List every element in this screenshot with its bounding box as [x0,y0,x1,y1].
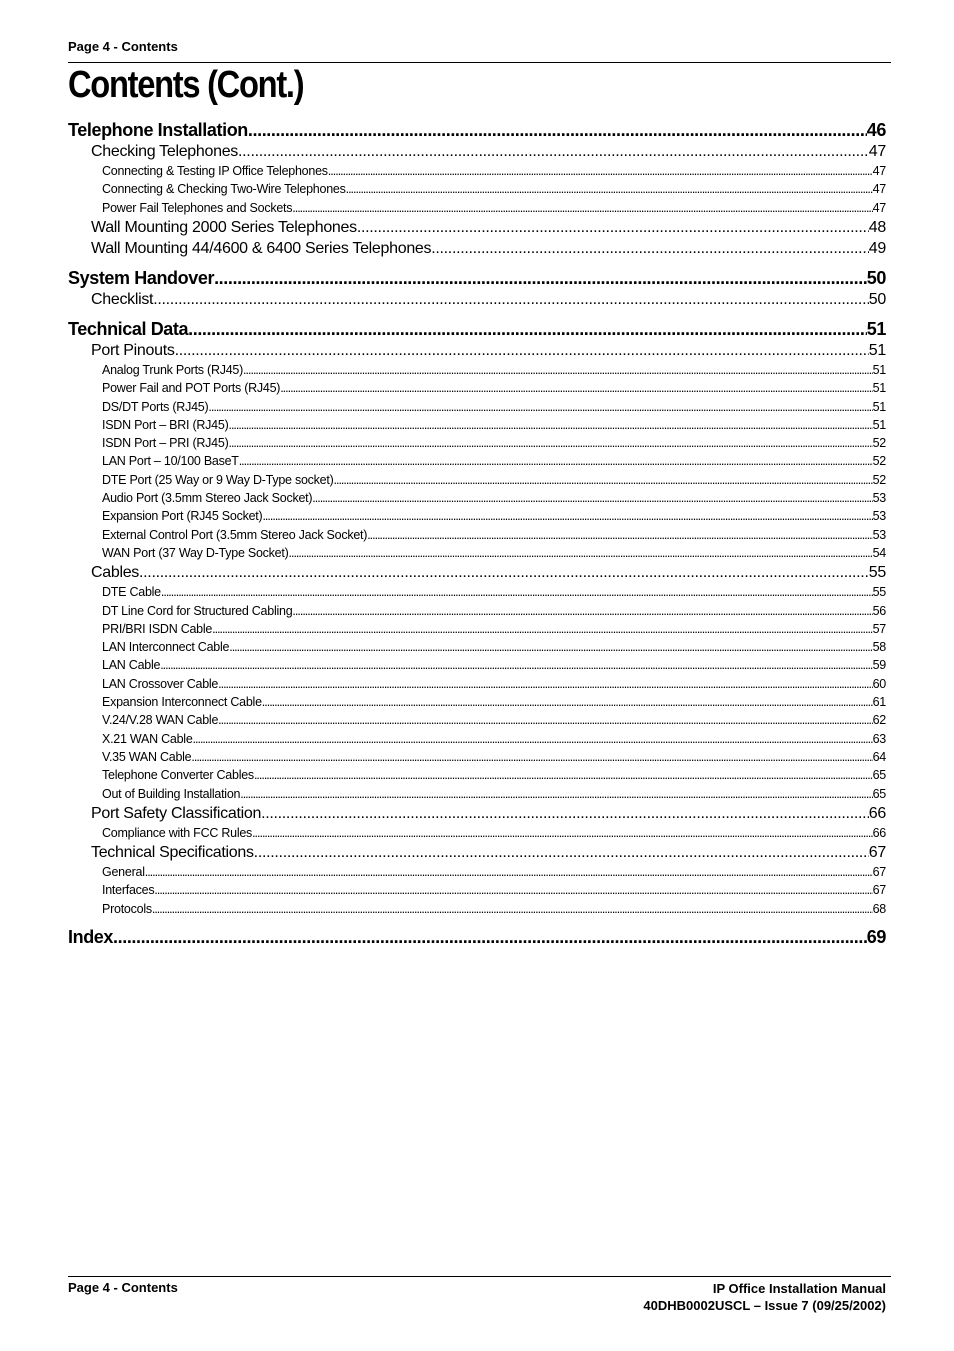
toc-entry-level-2[interactable] [68,342,886,360]
toc-dot-leader [334,473,873,487]
toc-entry-title: V.35 WAN Cable [102,749,192,764]
toc-page-number: 47 [872,164,886,178]
toc-page-number: 50 [866,267,886,288]
footer-document-info [643,1280,886,1314]
toc-entry-level-2[interactable] [68,219,886,237]
footer-document-number: 40DHB0002USCL – Issue 7 (09/25/2002) [643,1298,886,1313]
toc-entry-level-3[interactable] [68,164,886,178]
toc-page-number: 63 [872,731,886,746]
toc-dot-leader [212,622,872,636]
toc-dot-leader [240,787,872,801]
toc-page-number: 62 [872,713,886,728]
toc-entry-title: X.21 WAN Cable [102,731,193,746]
toc-entry-title: PRI/BRI ISDN Cable [102,621,213,636]
toc-dot-leader [280,381,872,395]
toc-page-number: 46 [866,120,886,140]
toc-entry-title: Compliance with FCC Rules [102,825,253,840]
toc-entry-title: Telephone Converter Cables [102,768,254,783]
toc-page-number: 52 [872,454,886,469]
toc-entry-level-3[interactable] [68,400,886,414]
toc-dot-leader [357,219,869,237]
toc-page-number: 58 [872,640,886,655]
toc-entry-level-2[interactable] [68,291,886,309]
toc-entry-title: DTE Port (25 Way or 9 Way D-Type socket) [102,472,334,487]
toc-entry-level-3[interactable] [68,473,886,487]
toc-dot-leader [152,902,873,916]
toc-entry-title: LAN Port – 10/100 BaseT [102,454,239,469]
toc-entry-title: Out of Building Installation [102,786,241,801]
toc-entry-level-1[interactable] [68,268,886,289]
toc-entry-title: Telephone Installation [68,120,248,140]
toc-entry-level-1[interactable] [68,927,886,948]
toc-entry-title: Technical Specifications [91,844,254,862]
toc-dot-leader [292,201,872,215]
toc-page-number: 47 [868,143,886,160]
toc-entry-level-1[interactable] [68,120,886,141]
toc-entry-level-3[interactable] [68,201,886,215]
toc-page-number: 50 [868,290,886,308]
toc-page-number: 54 [872,545,886,560]
toc-entry-title: DT Line Cord for Structured Cabling [102,603,293,618]
toc-entry-level-3[interactable] [68,528,886,542]
toc-entry-level-3[interactable] [68,768,886,782]
toc-entry-title: Interfaces [102,883,155,898]
toc-dot-leader [191,750,872,764]
toc-entry-level-3[interactable] [68,640,886,654]
toc-page-number: 51 [872,399,886,414]
toc-dot-leader [228,436,872,450]
toc-dot-leader [160,658,872,672]
toc-entry-title: Checking Telephones [91,143,239,160]
toc-page-number: 51 [872,362,886,377]
toc-page-number: 53 [872,527,886,542]
toc-entry-level-2[interactable] [68,240,886,258]
toc-entry-title: Index [68,927,114,947]
toc-page-number: 68 [872,901,886,916]
footer-page-label: Page 4 - Contents [68,1280,178,1295]
toc-entry-level-3[interactable] [68,509,886,523]
toc-entry-level-3[interactable] [68,454,886,468]
toc-entry-title: ISDN Port – BRI (RJ45) [102,417,229,432]
toc-entry-level-3[interactable] [68,585,886,599]
toc-dot-leader [262,509,872,523]
toc-dot-leader [243,363,873,377]
toc-entry-level-3[interactable] [68,622,886,636]
toc-entry-title: DS/DT Ports (RJ45) [102,399,209,414]
toc-entry-level-3[interactable] [68,182,886,196]
page-title: Contents (Cont.) [68,64,304,106]
toc-dot-leader [252,826,873,840]
toc-page-number: 65 [872,768,886,783]
toc-entry-title: External Control Port (3.5mm Stereo Jack Socket) [102,527,368,542]
toc-entry-level-3[interactable] [68,658,886,672]
toc-page-number: 57 [872,621,886,636]
toc-entry-title: LAN Interconnect Cable [102,640,230,655]
toc-page-number: 51 [866,318,886,339]
toc-dot-leader [193,732,873,746]
toc-page-number: 56 [872,603,886,618]
toc-entry-title: ISDN Port – PRI (RJ45) [102,436,229,451]
toc-page-number: 67 [872,883,886,898]
toc-entry-level-3[interactable] [68,732,886,746]
toc-dot-leader [153,291,869,309]
toc-entry-title: LAN Crossover Cable [102,676,219,691]
toc-entry-level-3[interactable] [68,902,886,916]
toc-entry-level-3[interactable] [68,750,886,764]
toc-page-number: 48 [868,218,886,236]
toc-entry-title: V.24/V.28 WAN Cable [102,713,219,728]
toc-dot-leader [328,164,873,178]
toc-page-number: 53 [872,491,886,505]
toc-page-number: 69 [866,927,886,947]
toc-entry-title: Cables [91,564,140,582]
toc-dot-leader [113,927,867,948]
toc-entry-title: Port Safety Classification [91,804,262,822]
toc-dot-leader [289,546,873,560]
toc-dot-leader [248,120,867,141]
toc-page-number: 60 [872,676,886,691]
toc-dot-leader [228,418,872,432]
toc-entry-title: DTE Cable [102,585,161,600]
toc-dot-leader [175,342,869,360]
toc-entry-title: Connecting & Testing IP Office Telephones [102,164,328,178]
toc-entry-level-2[interactable] [68,844,886,862]
toc-page-number: 66 [868,804,886,822]
running-header: Page 4 - Contents [68,39,178,54]
toc-entry-level-2[interactable] [68,143,886,161]
toc-entry-title: System Handover [68,267,215,288]
toc-entry-level-2[interactable] [68,805,886,823]
toc-entry-title: LAN Cable [102,658,161,673]
toc-entry-level-3[interactable] [68,787,886,801]
toc-page-number: 66 [872,825,886,840]
toc-entry-title: General [102,865,145,880]
toc-page-number: 64 [872,749,886,764]
toc-entry-title: Protocols [102,901,152,916]
toc-dot-leader [214,268,867,289]
toc-page-number: 53 [872,509,886,524]
toc-dot-leader [218,713,872,727]
toc-dot-leader [145,865,873,879]
toc-entry-title: Port Pinouts [91,341,175,359]
toc-dot-leader [161,585,873,599]
toc-entry-level-3[interactable] [68,436,886,450]
toc-page-number: 52 [872,436,886,451]
toc-page-number: 67 [872,865,886,880]
footer-divider [68,1276,891,1277]
toc-entry-title: Wall Mounting 44/4600 & 6400 Series Telephones [91,239,432,257]
toc-page-number: 59 [872,658,886,673]
toc-dot-leader [262,695,873,709]
toc-entry-title: Power Fail and POT Ports (RJ45) [102,381,281,396]
toc-entry-title: Wall Mounting 2000 Series Telephones [91,218,357,236]
toc-dot-leader [239,454,873,468]
toc-dot-leader [254,768,873,782]
toc-entry-level-3[interactable] [68,491,886,505]
toc-entry-level-3[interactable] [68,865,886,879]
toc-page-number: 55 [868,564,886,582]
toc-entry-level-2[interactable] [68,564,886,582]
toc-entry-title: Expansion Interconnect Cable [102,695,262,709]
toc-page-number: 61 [872,695,886,709]
toc-dot-leader [238,143,869,161]
toc-entry-level-3[interactable] [68,695,886,709]
toc-page-number: 51 [872,381,886,396]
toc-dot-leader [367,528,872,542]
toc-entry-title: Power Fail Telephones and Sockets [102,200,293,215]
toc-page-number: 49 [868,239,886,257]
toc-dot-leader [261,805,869,823]
header-divider [68,62,891,63]
toc-entry-title: Checklist [91,290,154,308]
toc-entry-title: Connecting & Checking Two-Wire Telephones [102,182,346,197]
toc-dot-leader [254,844,869,862]
toc-page-number: 47 [872,200,886,215]
footer-manual-title: IP Office Installation Manual [712,1281,886,1296]
toc-dot-leader [218,677,872,691]
toc-entry-level-3[interactable] [68,826,886,840]
toc-entry-level-3[interactable] [68,363,886,377]
toc-page-number: 55 [872,585,886,600]
toc-entry-level-3[interactable] [68,713,886,727]
toc-dot-leader [431,240,869,258]
toc-page-number: 47 [872,182,886,197]
toc-entry-level-3[interactable] [68,677,886,691]
toc-entry-level-3[interactable] [68,546,886,560]
toc-entry-level-3[interactable] [68,381,886,395]
toc-dot-leader [292,604,872,618]
toc-entry-level-3[interactable] [68,604,886,618]
toc-entry-title: Audio Port (3.5mm Stereo Jack Socket) [102,491,313,505]
toc-entry-title: WAN Port (37 Way D-Type Socket) [102,545,289,560]
toc-entry-level-1[interactable] [68,319,886,340]
toc-dot-leader [346,182,873,196]
toc-page-number: 51 [868,341,886,359]
toc-page-number: 52 [872,472,886,487]
toc-entry-title: Expansion Port (RJ45 Socket) [102,509,263,524]
toc-dot-leader [139,564,869,582]
toc-dot-leader [188,319,867,340]
toc-dot-leader [154,883,872,897]
toc-page-number: 51 [872,417,886,432]
toc-entry-level-3[interactable] [68,883,886,897]
toc-page-number: 67 [868,844,886,862]
toc-dot-leader [312,491,872,505]
toc-page-number: 65 [872,786,886,801]
toc-entry-title: Technical Data [68,318,189,339]
toc-dot-leader [229,640,872,654]
toc-entry-title: Analog Trunk Ports (RJ45) [102,362,244,377]
toc-dot-leader [208,400,872,414]
toc-entry-level-3[interactable] [68,418,886,432]
